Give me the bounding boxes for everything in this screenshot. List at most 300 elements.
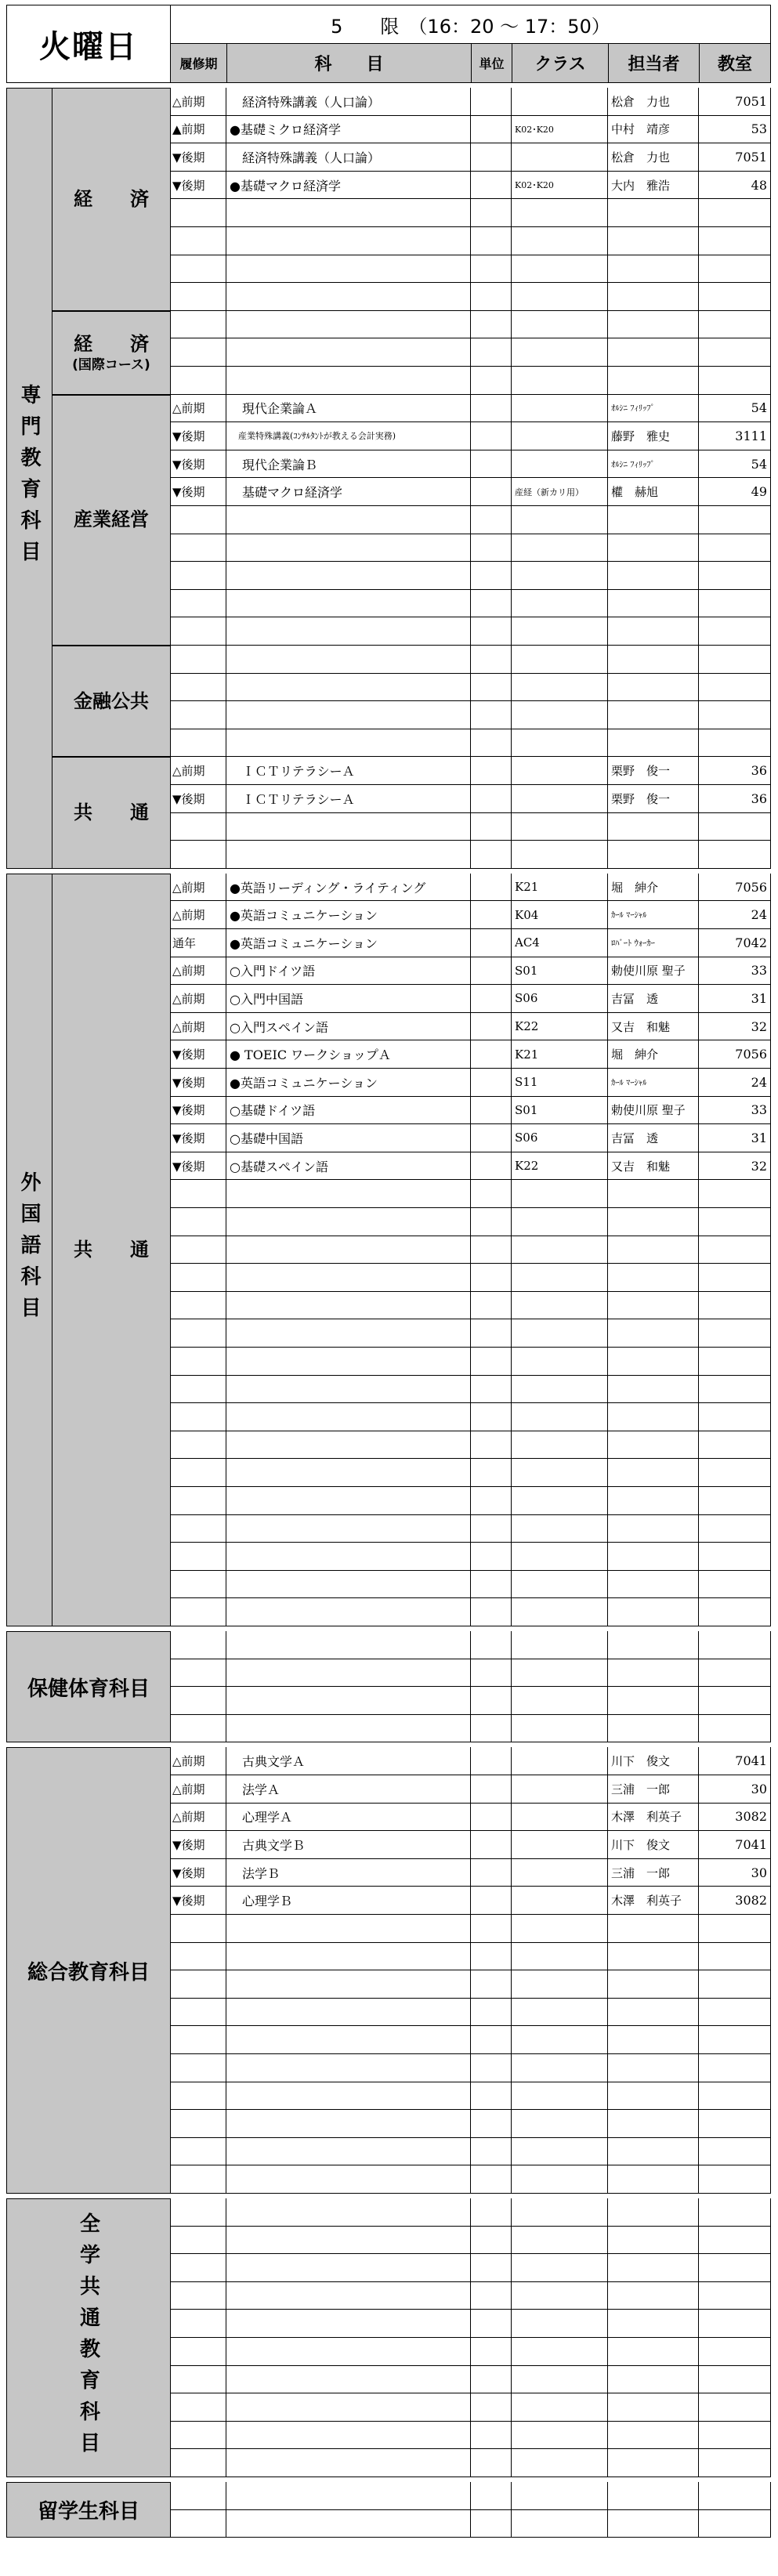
class-cell: 産経（新カリ用）: [512, 478, 608, 506]
term-cell: [170, 590, 226, 618]
teacher-cell: [608, 1970, 699, 1999]
subject-cell: [226, 2482, 471, 2510]
term-cell: [170, 2227, 226, 2255]
teacher-cell: [608, 1515, 699, 1543]
term-cell: ▼後期: [170, 422, 226, 450]
subject-cell: [226, 2338, 471, 2366]
subject-cell: [226, 1687, 471, 1715]
term-cell: [170, 1403, 226, 1431]
division-title: 専門教育科目: [17, 384, 41, 573]
term-cell: ▼後期: [170, 785, 226, 813]
subject-cell: ●英語リーディング・ライティング: [226, 874, 471, 902]
subsection-label: [52, 311, 171, 395]
term-cell: ▼後期: [170, 172, 226, 200]
credits-cell: [471, 1543, 512, 1571]
teacher-cell: [608, 674, 699, 702]
teacher-cell: [608, 590, 699, 618]
teacher-cell: [608, 534, 699, 563]
teacher-cell: 川下 俊文: [608, 1747, 699, 1775]
term-cell: [170, 1236, 226, 1264]
class-cell: [512, 1431, 608, 1460]
room-cell: 54: [699, 395, 771, 423]
teacher-cell: [608, 2227, 699, 2255]
subject-cell: ○入門中国語: [226, 985, 471, 1013]
term-cell: [170, 1459, 226, 1487]
credits-cell: [471, 1180, 512, 1208]
subject-cell: [226, 1631, 471, 1659]
subject-cell: [226, 506, 471, 534]
term-cell: 通年: [170, 929, 226, 957]
room-cell: 30: [699, 1859, 771, 1887]
teacher-cell: 三浦 一郎: [608, 1859, 699, 1887]
subsection-label: [52, 646, 171, 757]
room-cell: [699, 1515, 771, 1543]
term-cell: ▼後期: [170, 143, 226, 172]
credits-cell: [471, 2254, 512, 2282]
room-cell: [699, 646, 771, 674]
class-cell: [512, 674, 608, 702]
teacher-cell: [608, 729, 699, 758]
teacher-cell: [608, 2482, 699, 2510]
credits-cell: [471, 2198, 512, 2227]
division-title: 外国語科目: [17, 1171, 41, 1329]
room-cell: 3082: [699, 1887, 771, 1915]
credits-cell: [471, 1292, 512, 1320]
teacher-cell: 大内 雅浩: [608, 172, 699, 200]
credits-cell: [471, 1124, 512, 1152]
credits-cell: [471, 2338, 512, 2366]
teacher-cell: [608, 1943, 699, 1971]
credits-cell: [471, 1376, 512, 1404]
subject-cell: ●英語コミュニケーション: [226, 1069, 471, 1097]
room-cell: [699, 2510, 771, 2538]
room-cell: [699, 2482, 771, 2510]
credits-cell: [471, 1804, 512, 1832]
room-cell: [699, 2422, 771, 2450]
col-header-credits: 単位: [471, 43, 512, 83]
room-cell: [699, 1543, 771, 1571]
subject-cell: 古典文学Ｂ: [226, 1831, 471, 1859]
class-cell: K21: [512, 1040, 608, 1069]
room-cell: [699, 1598, 771, 1626]
subject-cell: [226, 701, 471, 729]
class-cell: [512, 2254, 608, 2282]
term-cell: [170, 2026, 226, 2054]
class-cell: [512, 785, 608, 813]
subject-cell: [226, 1598, 471, 1626]
room-cell: 7056: [699, 1040, 771, 1069]
teacher-cell: [608, 1631, 699, 1659]
credits-cell: [471, 1515, 512, 1543]
class-cell: [512, 2054, 608, 2082]
room-cell: [699, 1236, 771, 1264]
teacher-cell: [608, 283, 699, 311]
class-cell: [512, 701, 608, 729]
subject-cell: [226, 2110, 471, 2138]
room-cell: 49: [699, 478, 771, 506]
class-cell: [512, 729, 608, 758]
class-cell: [512, 1459, 608, 1487]
term-cell: [170, 1970, 226, 1999]
class-cell: [512, 1915, 608, 1943]
teacher-cell: [608, 2054, 699, 2082]
subject-cell: [226, 1487, 471, 1515]
subject-cell: [226, 646, 471, 674]
subsection-subtitle: (国際コース): [72, 356, 150, 373]
subject-cell: [226, 1208, 471, 1236]
teacher-cell: [608, 2082, 699, 2111]
class-cell: [512, 1208, 608, 1236]
credits-cell: [471, 1040, 512, 1069]
teacher-cell: [608, 2366, 699, 2394]
subsection-title: 金融公共: [74, 689, 149, 712]
class-cell: [512, 1999, 608, 2027]
credits-cell: [471, 1097, 512, 1125]
class-cell: [512, 1831, 608, 1859]
credits-cell: [471, 2082, 512, 2111]
room-cell: [699, 2138, 771, 2166]
class-cell: [512, 2082, 608, 2111]
class-cell: [512, 1804, 608, 1832]
term-cell: ▼後期: [170, 1859, 226, 1887]
subject-cell: [226, 338, 471, 367]
term-cell: [170, 534, 226, 563]
subject-cell: ○基礎ドイツ語: [226, 1097, 471, 1125]
room-cell: [699, 367, 771, 395]
term-cell: △前期: [170, 901, 226, 929]
credits-cell: [471, 1208, 512, 1236]
class-cell: [512, 199, 608, 227]
room-cell: [699, 1487, 771, 1515]
class-cell: [512, 1264, 608, 1292]
credits-cell: [471, 874, 512, 902]
room-cell: 7041: [699, 1747, 771, 1775]
teacher-cell: 栗野 俊一: [608, 785, 699, 813]
subject-cell: [226, 2198, 471, 2227]
credits-cell: [471, 1069, 512, 1097]
term-cell: [170, 2510, 226, 2538]
room-cell: [699, 1459, 771, 1487]
room-cell: [699, 2165, 771, 2194]
credits-cell: [471, 1598, 512, 1626]
room-cell: [699, 227, 771, 255]
subject-cell: 心理学Ｂ: [226, 1887, 471, 1915]
room-cell: [699, 1970, 771, 1999]
term-cell: △前期: [170, 1013, 226, 1041]
room-cell: [699, 2054, 771, 2082]
class-cell: S11: [512, 1069, 608, 1097]
subject-cell: [226, 1348, 471, 1376]
subject-cell: [226, 1319, 471, 1348]
term-cell: [170, 813, 226, 841]
credits-cell: [471, 1659, 512, 1688]
class-cell: [512, 2449, 608, 2477]
room-cell: [699, 841, 771, 869]
credits-cell: [471, 2282, 512, 2310]
subject-cell: ○基礎中国語: [226, 1124, 471, 1152]
class-cell: [512, 1598, 608, 1626]
room-cell: [699, 1292, 771, 1320]
term-cell: [170, 646, 226, 674]
teacher-cell: [608, 227, 699, 255]
room-cell: 24: [699, 1069, 771, 1097]
teacher-cell: [608, 506, 699, 534]
credits-cell: [471, 143, 512, 172]
teacher-cell: ｶｰﾙ ﾏｰｼｬﾙ: [608, 1069, 699, 1097]
subsection-title: 共 通: [74, 1238, 149, 1261]
term-cell: △前期: [170, 1804, 226, 1832]
teacher-cell: [608, 255, 699, 284]
class-cell: [512, 2165, 608, 2194]
credits-cell: [471, 701, 512, 729]
credits-cell: [471, 2510, 512, 2538]
credits-cell: [471, 367, 512, 395]
term-cell: [170, 1943, 226, 1971]
subject-cell: [226, 199, 471, 227]
subject-cell: ○入門ドイツ語: [226, 957, 471, 986]
class-cell: [512, 646, 608, 674]
class-cell: [512, 1292, 608, 1320]
term-cell: [170, 506, 226, 534]
room-cell: [699, 1431, 771, 1460]
credits-cell: [471, 1775, 512, 1804]
room-cell: [699, 255, 771, 284]
term-cell: [170, 1631, 226, 1659]
subsection-label-text: [74, 1238, 149, 1262]
subsection-label-text: [74, 187, 149, 212]
room-cell: 3111: [699, 422, 771, 450]
teacher-cell: [608, 646, 699, 674]
subject-cell: [226, 1515, 471, 1543]
room-cell: 7041: [699, 1831, 771, 1859]
term-cell: [170, 2482, 226, 2510]
teacher-cell: [608, 2310, 699, 2338]
subject-cell: 古典文学Ａ: [226, 1747, 471, 1775]
room-cell: 33: [699, 957, 771, 986]
room-cell: [699, 1631, 771, 1659]
teacher-cell: [608, 1571, 699, 1599]
term-cell: △前期: [170, 1775, 226, 1804]
teacher-cell: 木澤 利英子: [608, 1804, 699, 1832]
division-label: [6, 874, 52, 1626]
subject-cell: [226, 2165, 471, 2194]
subject-cell: [226, 2227, 471, 2255]
teacher-cell: 木澤 利英子: [608, 1887, 699, 1915]
room-cell: 54: [699, 450, 771, 479]
subject-cell: [226, 1571, 471, 1599]
day-title: 火曜日: [6, 5, 171, 83]
subject-cell: [226, 2449, 471, 2477]
teacher-cell: [608, 2422, 699, 2450]
subsection-label-text: [72, 332, 150, 374]
division-label: [6, 1631, 171, 1742]
subject-cell: [226, 2026, 471, 2054]
subject-cell: ●英語コミュニケーション: [226, 901, 471, 929]
teacher-cell: [608, 2510, 699, 2538]
teacher-cell: [608, 1403, 699, 1431]
teacher-cell: [608, 2165, 699, 2194]
subsection-label-text: [74, 801, 149, 825]
credits-cell: [471, 450, 512, 479]
class-cell: [512, 450, 608, 479]
room-cell: [699, 1715, 771, 1743]
term-cell: ▼後期: [170, 1152, 226, 1181]
room-cell: [699, 1403, 771, 1431]
term-cell: ▼後期: [170, 478, 226, 506]
subject-cell: 現代企業論Ｂ: [226, 450, 471, 479]
class-cell: [512, 2227, 608, 2255]
teacher-cell: 川下 俊文: [608, 1831, 699, 1859]
term-cell: ▼後期: [170, 1069, 226, 1097]
room-cell: [699, 1999, 771, 2027]
credits-cell: [471, 2026, 512, 2054]
teacher-cell: [608, 2282, 699, 2310]
room-cell: [699, 283, 771, 311]
subject-cell: [226, 2393, 471, 2422]
term-cell: [170, 2165, 226, 2194]
room-cell: 36: [699, 785, 771, 813]
credits-cell: [471, 757, 512, 785]
credits-cell: [471, 901, 512, 929]
teacher-cell: 勅使川原 聖子: [608, 1097, 699, 1125]
subject-cell: [226, 1715, 471, 1743]
class-cell: [512, 1319, 608, 1348]
subject-cell: [226, 1403, 471, 1431]
subject-cell: [226, 311, 471, 339]
term-cell: [170, 2082, 226, 2111]
term-cell: △前期: [170, 1747, 226, 1775]
col-header-term: 履修期: [170, 43, 227, 83]
term-cell: ▼後期: [170, 1097, 226, 1125]
class-cell: [512, 590, 608, 618]
division-title: 全学共通教育科目: [76, 2212, 100, 2463]
credits-cell: [471, 813, 512, 841]
credits-cell: [471, 785, 512, 813]
teacher-cell: 堀 紳介: [608, 1040, 699, 1069]
subsection-title: 経 済: [74, 187, 149, 210]
class-cell: [512, 534, 608, 563]
term-cell: [170, 1180, 226, 1208]
teacher-cell: [608, 2110, 699, 2138]
teacher-cell: [608, 2198, 699, 2227]
term-cell: [170, 701, 226, 729]
teacher-cell: ﾛﾊﾞｰﾄ ｳｫｰｶｰ: [608, 929, 699, 957]
teacher-cell: [608, 2026, 699, 2054]
term-cell: △前期: [170, 88, 226, 116]
term-cell: [170, 2054, 226, 2082]
room-cell: 3082: [699, 1804, 771, 1832]
term-cell: △前期: [170, 985, 226, 1013]
room-cell: [699, 617, 771, 646]
class-cell: [512, 1515, 608, 1543]
subject-cell: ●基礎ミクロ経済学: [226, 116, 471, 144]
term-cell: △前期: [170, 957, 226, 986]
subsection-label: [52, 88, 171, 311]
teacher-cell: [608, 1236, 699, 1264]
room-cell: [699, 2449, 771, 2477]
term-cell: [170, 674, 226, 702]
term-cell: [170, 2110, 226, 2138]
credits-cell: [471, 534, 512, 563]
credits-cell: [471, 929, 512, 957]
class-cell: [512, 2338, 608, 2366]
term-cell: [170, 1659, 226, 1688]
class-cell: K22: [512, 1152, 608, 1181]
term-cell: [170, 2338, 226, 2366]
class-cell: [512, 2110, 608, 2138]
room-cell: 7042: [699, 929, 771, 957]
term-cell: △前期: [170, 874, 226, 902]
credits-cell: [471, 2310, 512, 2338]
room-cell: 24: [699, 901, 771, 929]
subject-cell: 法学Ｂ: [226, 1859, 471, 1887]
teacher-cell: [608, 1487, 699, 1515]
term-cell: [170, 841, 226, 869]
class-cell: [512, 2198, 608, 2227]
teacher-cell: 吉冨 透: [608, 985, 699, 1013]
room-cell: 30: [699, 1775, 771, 1804]
class-cell: [512, 617, 608, 646]
teacher-cell: [608, 1208, 699, 1236]
credits-cell: [471, 1571, 512, 1599]
teacher-cell: [608, 338, 699, 367]
term-cell: [170, 1687, 226, 1715]
term-cell: [170, 1348, 226, 1376]
credits-cell: [471, 2449, 512, 2477]
term-cell: [170, 2310, 226, 2338]
room-cell: [699, 2198, 771, 2227]
credits-cell: [471, 646, 512, 674]
class-cell: [512, 1775, 608, 1804]
subject-cell: [226, 1236, 471, 1264]
credits-cell: [471, 985, 512, 1013]
credits-cell: [471, 1859, 512, 1887]
subject-cell: [226, 841, 471, 869]
class-cell: AC4: [512, 929, 608, 957]
room-cell: [699, 729, 771, 758]
subsection-label-text: [74, 508, 149, 532]
class-cell: [512, 1403, 608, 1431]
room-cell: [699, 199, 771, 227]
class-cell: [512, 1348, 608, 1376]
room-cell: 32: [699, 1152, 771, 1181]
credits-cell: [471, 841, 512, 869]
teacher-cell: [608, 1376, 699, 1404]
subject-cell: [226, 255, 471, 284]
class-cell: [512, 227, 608, 255]
room-cell: [699, 701, 771, 729]
credits-cell: [471, 1152, 512, 1181]
teacher-cell: 栗野 俊一: [608, 757, 699, 785]
subject-cell: 現代企業論Ａ: [226, 395, 471, 423]
term-cell: [170, 255, 226, 284]
term-cell: ▲前期: [170, 116, 226, 144]
credits-cell: [471, 227, 512, 255]
subject-cell: 法学Ａ: [226, 1775, 471, 1804]
credits-cell: [471, 1943, 512, 1971]
teacher-cell: [608, 562, 699, 590]
subject-cell: [226, 2422, 471, 2450]
period-label: 5 限 （16：20 ～ 17：50）: [170, 5, 771, 44]
class-cell: [512, 2138, 608, 2166]
room-cell: [699, 562, 771, 590]
teacher-cell: [608, 813, 699, 841]
credits-cell: [471, 255, 512, 284]
teacher-cell: [608, 2393, 699, 2422]
class-cell: [512, 1887, 608, 1915]
room-cell: [699, 1180, 771, 1208]
subsection-title: 産業経営: [74, 508, 149, 531]
